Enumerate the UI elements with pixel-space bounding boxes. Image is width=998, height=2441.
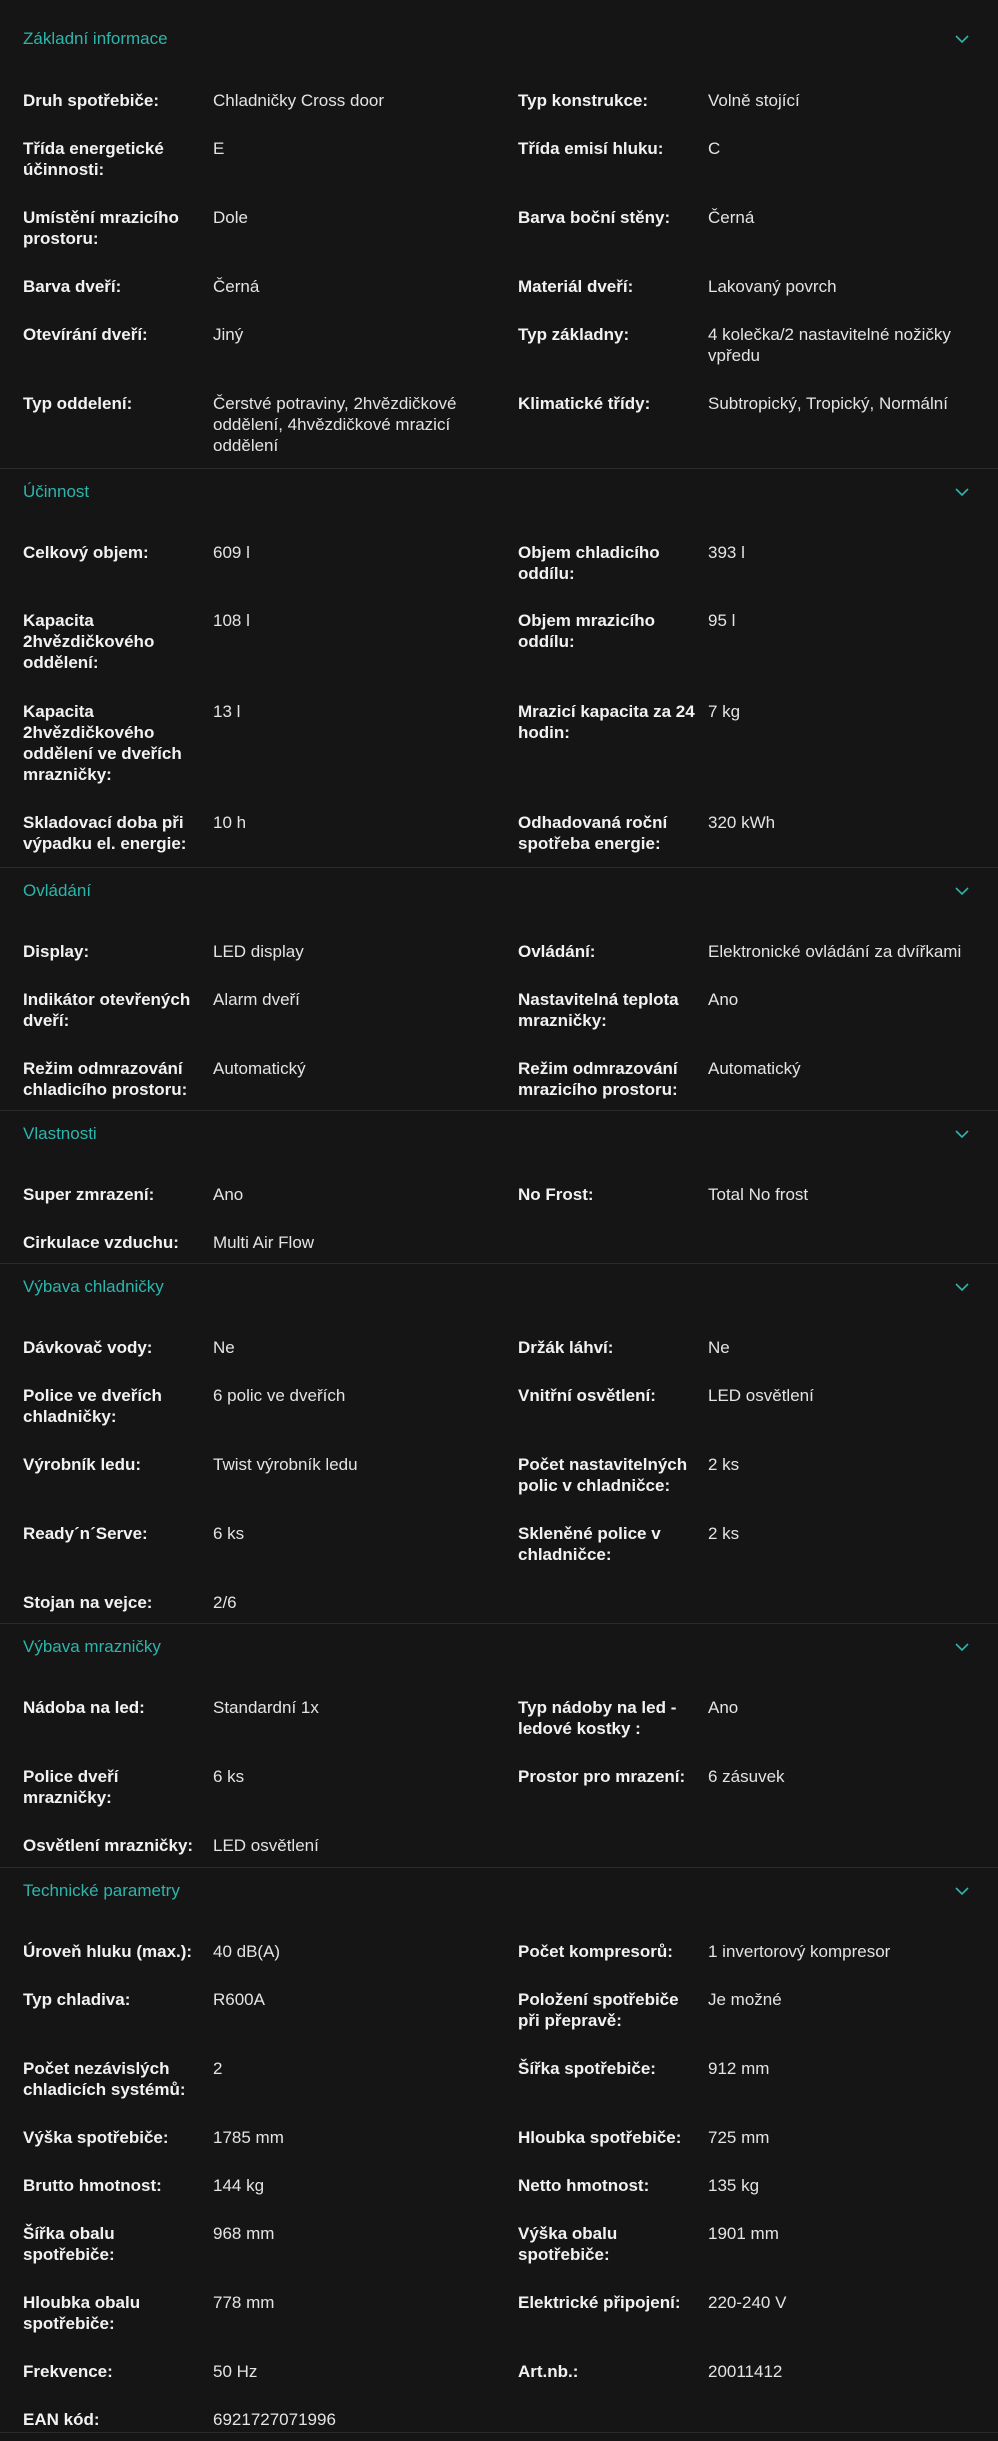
spec-value: 912 mm <box>708 2059 770 2078</box>
spec-label: EAN kód: <box>23 2410 100 2429</box>
spec-value: 144 kg <box>213 2176 265 2195</box>
spec-value: Ne <box>213 1338 235 1357</box>
spec-value: 778 mm <box>213 2293 275 2312</box>
spec-value: 393 l <box>708 543 745 562</box>
spec-value: Ne <box>708 1338 730 1357</box>
spec-label: Výška obalu spotřebiče: <box>518 2224 618 2264</box>
spec-value: Dole <box>213 208 248 227</box>
spec-value: 6 zásuvek <box>708 1767 785 1786</box>
section-title: Účinnost <box>23 482 90 501</box>
spec-label: Cirkulace vzduchu: <box>23 1233 179 1252</box>
spec-value: 1 invertorový kompresor <box>708 1942 891 1961</box>
spec-label: Dávkovač vody: <box>23 1338 153 1357</box>
spec-label: Počet kompresorů: <box>518 1942 673 1961</box>
section-title: Základní informace <box>23 29 168 48</box>
spec-label: Brutto hmotnost: <box>23 2176 162 2195</box>
spec-value: Subtropický, Tropický, Normální <box>708 394 948 413</box>
spec-value: 50 Hz <box>213 2362 258 2381</box>
spec-label: Hloubka spotřebiče: <box>518 2128 682 2147</box>
spec-value: Jiný <box>213 325 244 344</box>
spec-label: Hloubka obalu spotřebiče: <box>23 2293 141 2333</box>
spec-label: Umístění mrazicího prostoru: <box>23 208 179 248</box>
spec-value: Lakovaný povrch <box>708 277 837 296</box>
spec-label: Druh spotřebiče: <box>23 91 160 110</box>
spec-label: Indikátor otevřených dveří: <box>23 990 191 1030</box>
spec-label: Výrobník ledu: <box>23 1455 142 1474</box>
spec-label: Materiál dveří: <box>518 277 634 296</box>
spec-label: Třída emisí hluku: <box>518 139 664 158</box>
spec-label: Typ základny: <box>518 325 630 344</box>
spec-label: Ovládání: <box>518 942 596 961</box>
spec-label: Objem chladicího oddílu: <box>518 543 660 583</box>
spec-value: 2 ks <box>708 1455 740 1474</box>
spec-value: 2 ks <box>708 1524 740 1543</box>
section-header-toggle[interactable] <box>0 16 998 64</box>
spec-label: Počet nastavitelných polic v chladničce: <box>518 1455 688 1495</box>
spec-label: Otevírání dveří: <box>23 325 148 344</box>
spec-label: Úroveň hluku (max.): <box>23 1942 193 1961</box>
spec-value: Automatický <box>708 1059 801 1078</box>
spec-label: Režim odmrazování mrazicího prostoru: <box>518 1059 678 1099</box>
spec-value: 10 h <box>213 813 247 832</box>
spec-value: 320 kWh <box>708 813 776 832</box>
spec-value: 220-240 V <box>708 2293 787 2312</box>
spec-value: 1901 mm <box>708 2224 779 2243</box>
spec-label: Objem mrazicího oddílu: <box>518 611 655 651</box>
spec-value: 968 mm <box>213 2224 275 2243</box>
section-header-toggle[interactable] <box>0 1263 998 1312</box>
spec-value: 609 l <box>213 543 250 562</box>
spec-label: Vnitřní osvětlení: <box>518 1386 656 1405</box>
spec-value: 7 kg <box>708 702 741 721</box>
section-title: Výbava chladničky <box>23 1277 164 1296</box>
spec-label: Kapacita 2hvězdičkového oddělení ve dveřích mrazničky: <box>23 702 182 784</box>
spec-label: Kapacita 2hvězdičkového oddělení: <box>23 611 155 672</box>
spec-label: Třída energetické účinnosti: <box>23 139 164 179</box>
spec-value: Alarm dveří <box>213 990 300 1009</box>
spec-value: 1785 mm <box>213 2128 284 2147</box>
section-title: Vlastnosti <box>23 1124 97 1143</box>
spec-value: 13 l <box>213 702 241 721</box>
spec-label: Odhadovaná roční spotřeba energie: <box>518 813 668 853</box>
spec-label: Display: <box>23 942 90 961</box>
spec-value: Ano <box>708 990 739 1009</box>
spec-label: Nádoba na led: <box>23 1698 145 1717</box>
spec-value: Twist výrobník ledu <box>213 1455 358 1474</box>
spec-value: LED osvětlení <box>213 1836 319 1855</box>
spec-value: 135 kg <box>708 2176 760 2195</box>
spec-value: LED osvětlení <box>708 1386 814 1405</box>
spec-value: 4 kolečka/2 nastavitelné nožičky vpředu <box>708 325 951 365</box>
spec-value: 6 polic ve dveřích <box>213 1386 346 1405</box>
spec-value: Černá <box>708 208 755 227</box>
spec-label: Režim odmrazování chladicího prostoru: <box>23 1059 188 1099</box>
section-header-toggle[interactable] <box>0 1867 998 1916</box>
spec-label: Barva dveří: <box>23 277 122 296</box>
spec-value: 6 ks <box>213 1767 245 1786</box>
spec-label: Prostor pro mrazení: <box>518 1767 686 1786</box>
section-header-toggle[interactable] <box>0 1623 998 1672</box>
spec-label: Klimatické třídy: <box>518 394 651 413</box>
spec-label: Osvětlení mrazničky: <box>23 1836 194 1855</box>
section-title: Ovládání <box>23 881 92 900</box>
chevron-down-icon[interactable] <box>954 1126 970 1142</box>
section-header-toggle[interactable] <box>0 867 998 916</box>
section-title: Výbava mrazničky <box>23 1637 161 1656</box>
spec-label: Police ve dveřích chladničky: <box>23 1386 162 1426</box>
spec-value: Automatický <box>213 1059 306 1078</box>
chevron-down-icon[interactable] <box>954 1883 970 1899</box>
spec-value: 20011412 <box>708 2362 783 2381</box>
spec-label: Super zmrazení: <box>23 1185 155 1204</box>
spec-value: R600A <box>213 1990 265 2009</box>
spec-value: Elektronické ovládání za dvířkami <box>708 942 962 961</box>
spec-label: Typ konstrukce: <box>518 91 649 110</box>
spec-value: 725 mm <box>708 2128 770 2147</box>
spec-label: Stojan na vejce: <box>23 1593 153 1612</box>
spec-value: E <box>213 139 225 158</box>
chevron-down-icon[interactable] <box>954 883 970 899</box>
spec-value: C <box>708 139 721 158</box>
spec-label: Položení spotřebiče při přepravě: <box>518 1990 679 2030</box>
spec-label: Barva boční stěny: <box>518 208 671 227</box>
spec-value: 95 l <box>708 611 736 630</box>
spec-value: 6 ks <box>213 1524 245 1543</box>
spec-value: Standardní 1x <box>213 1698 319 1717</box>
spec-label: Ready´n´Serve: <box>23 1524 148 1543</box>
spec-value: 108 l <box>213 611 250 630</box>
spec-label: Nastavitelná teplota mrazničky: <box>518 990 679 1030</box>
spec-label: Art.nb.: <box>518 2362 579 2381</box>
spec-label: Celkový objem: <box>23 543 149 562</box>
spec-value: LED display <box>213 942 304 961</box>
spec-value: 6921727071996 <box>213 2410 336 2429</box>
spec-label: Typ nádoby na led - ledové kostky : <box>518 1698 677 1738</box>
spec-value: Ano <box>213 1185 244 1204</box>
spec-label: Police dveří mrazničky: <box>23 1767 119 1807</box>
section-header-toggle[interactable] <box>0 468 998 517</box>
spec-label: Elektrické připojení: <box>518 2293 681 2312</box>
divider <box>0 2432 998 2433</box>
spec-label: Počet nezávislých chladicích systémů: <box>23 2059 186 2099</box>
spec-value: Total No frost <box>708 1185 809 1204</box>
chevron-down-icon[interactable] <box>954 31 970 47</box>
spec-label: Skleněné police v chladničce: <box>518 1524 661 1564</box>
spec-label: Držák láhví: <box>518 1338 614 1357</box>
spec-value: Je možné <box>708 1990 782 2009</box>
chevron-down-icon[interactable] <box>954 1639 970 1655</box>
spec-value: Ano <box>708 1698 739 1717</box>
chevron-down-icon[interactable] <box>954 484 970 500</box>
spec-label: Skladovací doba při výpadku el. energie: <box>23 813 187 853</box>
spec-label: Šířka obalu spotřebiče: <box>23 2224 115 2264</box>
spec-value: Černá <box>213 277 260 296</box>
spec-label: Šířka spotřebiče: <box>518 2059 656 2078</box>
spec-label: Netto hmotnost: <box>518 2176 650 2195</box>
spec-value: 40 dB(A) <box>213 1942 281 1961</box>
section-header-toggle[interactable] <box>0 1110 998 1159</box>
spec-label: Mrazicí kapacita za 24 hodin: <box>518 702 695 742</box>
spec-value: Chladničky Cross door <box>213 91 385 110</box>
spec-label: Typ chladiva: <box>23 1990 131 2009</box>
spec-label: Výška spotřebiče: <box>23 2128 169 2147</box>
spec-value: Multi Air Flow <box>213 1233 315 1252</box>
spec-value: Čerstvé potraviny, 2hvězdičkové oddělení, 4hvězdičkové mrazicí oddělení <box>213 394 457 455</box>
spec-value: 2 <box>213 2059 223 2078</box>
spec-value: 2/6 <box>213 1593 237 1612</box>
spec-label: No Frost: <box>518 1185 594 1204</box>
spec-value: Volně stojící <box>708 91 800 110</box>
spec-label: Frekvence: <box>23 2362 113 2381</box>
spec-label: Typ oddelení: <box>23 394 133 413</box>
chevron-down-icon[interactable] <box>954 1279 970 1295</box>
section-title: Technické parametry <box>23 1881 180 1900</box>
